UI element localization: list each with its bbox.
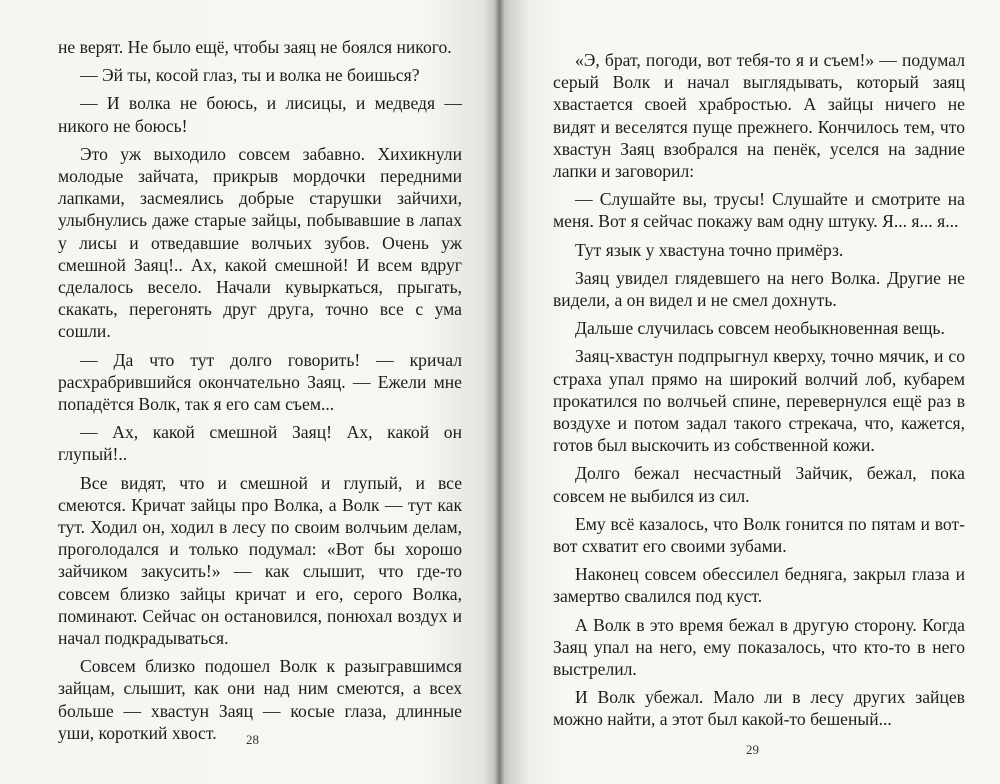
paragraph: — Да что тут долго говорить! — кричал расхрабрившийся окончательно Заяц. — Ежели мне попадётся Волк, так я его сам съем... xyxy=(58,349,462,415)
paragraph: Это уж выходило совсем забавно. Хихикнули молодые зайчата, прикрыв мордочки передними лапками, засмеялись добрые старушки зайчихи, улыбнулись даже старые зайцы, побывавшие в лапах у лисы и отведавшие волчьих зубов. Очень уж смешной Заяц!.. Ах, какой смешной! И всем вдруг сделалось весело. Начали кувыркаться, прыгать, скакать, перегонять друг друга, точно все с ума сошли. xyxy=(58,143,462,342)
paragraph: — Слушайте вы, трусы! Слушайте и смотрите на меня. Вот я сейчас покажу вам одну штуку. Я... я... я... xyxy=(553,189,965,232)
left-page xyxy=(0,0,498,784)
paragraph: — И волка не боюсь, и лисицы, и медведя — никого не боюсь! xyxy=(58,93,462,136)
left-page-text xyxy=(58,36,462,750)
paragraph: не верят. Не было ещё, чтобы заяц не боялся никого. xyxy=(58,37,452,57)
paragraph: Все видят, что и смешной и глупый, и все смеются. Кричат зайцы про Волка, а Волк — тут как тут. Ходил он, ходил в лесу по своим волчьим делам, проголодался и только подумал: «Вот бы хорошо зайчиком закусить!» — как слышит, что где-то совсем близко зайцы кричат и его, серого Волка, поминают. Сейчас он остановился, понюхал воздух и начал подкрадываться. xyxy=(58,472,462,649)
page-number: 28 xyxy=(246,732,259,747)
book-gutter xyxy=(494,0,506,784)
right-page-text xyxy=(553,49,965,737)
paragraph: Заяц увидел глядевшего на него Волка. Другие не видели, а он видел и не смел дохнуть. xyxy=(553,267,965,311)
paragraph: Совсем близко подошел Волк к разыгравшимся зайцам, слышит, как они над ним смеются, а всех больше — хвастун Заяц — косые глаза, длинные уши, короткий хвост. xyxy=(58,656,462,743)
paragraph: А Волк в это время бежал в другую сторону. Когда Заяц упал на него, ему показалось, что кто-то в него выстрелил. xyxy=(553,614,965,680)
right-page xyxy=(498,0,1000,784)
paragraph: Дальше случилась совсем необыкновенная вещь. xyxy=(575,318,945,339)
paragraph: — Ах, какой смешной Заяц! Ах, какой он глупый!.. xyxy=(58,422,462,465)
paragraph: «Э, брат, погоди, вот тебя-то я и съем!» — подумал серый Волк и начал выглядывать, который заяц хвастается своей храбростью. А зайцы ничего не видят и веселятся пуще прежнего. Кончилось тем, что хвастун Заяц взобрался на пенёк, уселся на задние лапки и заговорил: xyxy=(553,50,965,182)
paragraph: Наконец совсем обессилел бедняга, закрыл глаза и замертво свалился под куст. xyxy=(553,564,965,607)
paragraph: Заяц-хвастун подпрыгнул кверху, точно мячик, и со страха упал прямо на широкий волчий лоб, кубарем прокатился по волчьей спине, перевернулся ещё раз в воздухе и потом задал такого стрекача, что, кажется, готов был выскочить из собственной кожи. xyxy=(553,346,965,456)
paragraph: Долго бежал несчастный Зайчик, бежал, пока совсем не выбился из сил. xyxy=(553,463,965,506)
paragraph: Тут язык у хвастуна точно примёрз. xyxy=(575,239,844,260)
paragraph: — Эй ты, косой глаз, ты и волка не боишься? xyxy=(80,65,420,86)
paragraph: Ему всё казалось, что Волк гонится по пятам и вот-вот схватит его своими зубами. xyxy=(553,513,965,557)
paragraph: И Волк убежал. Мало ли в лесу других зайцев можно найти, а этот был какой-то бешеный... xyxy=(553,687,965,730)
page-number: 29 xyxy=(746,742,759,757)
